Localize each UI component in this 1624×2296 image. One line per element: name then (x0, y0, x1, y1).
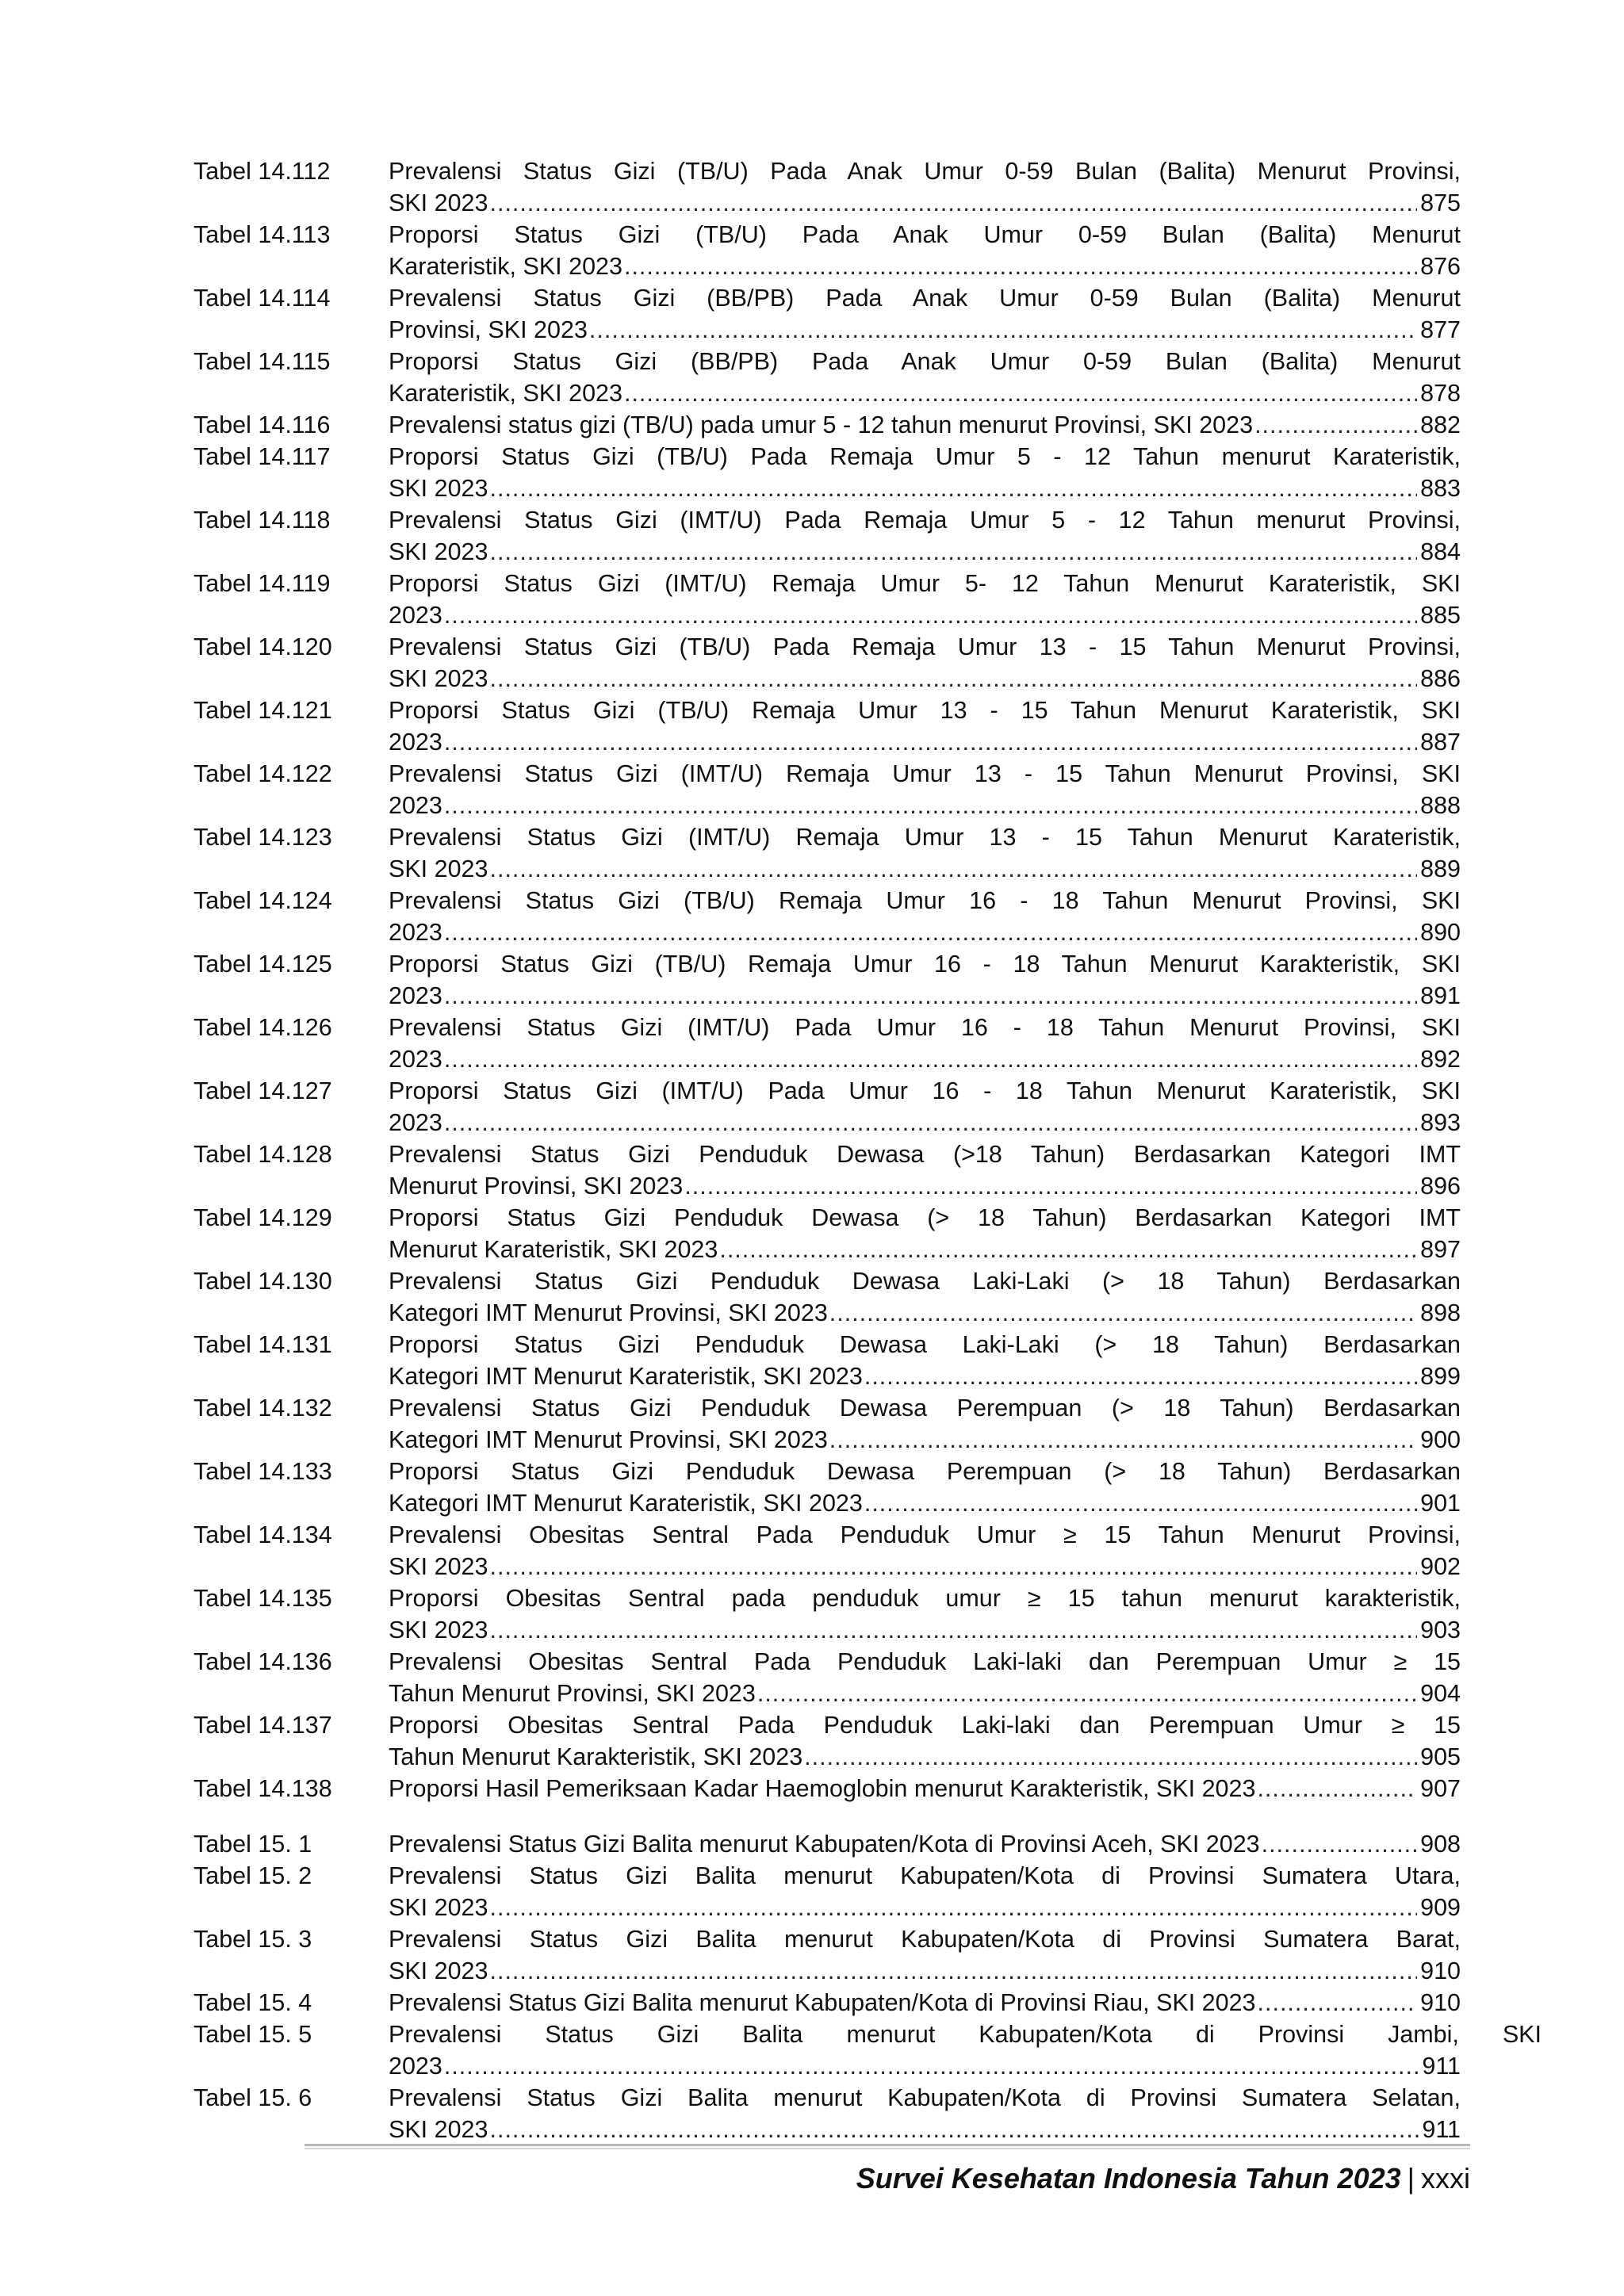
toc-entry-title-end: Kategori IMT Menurut Provinsi, SKI 2023 (389, 1426, 828, 1453)
toc-entry-title-line: Prevalensi Status Gizi (TB/U) Remaja Umur 16 - 18 Tahun Menurut Provinsi, SKI (389, 887, 1461, 914)
toc-entry[interactable] (193, 1202, 1461, 1265)
toc-entry-leader-line (389, 2114, 1461, 2145)
toc-entry-leader-line (389, 1773, 1461, 1804)
toc-entry-title-end: 2023 (389, 2053, 442, 2080)
toc-entry-label: Tabel 14.118 (193, 507, 331, 534)
dot-leader (444, 726, 1417, 758)
toc-entry-leader-line (389, 916, 1461, 948)
toc-entry-title-line: Proporsi Status Gizi (TB/U) Pada Remaja Umur 5 - 12 Tahun menurut Karateristik, (389, 443, 1461, 470)
footer-separator: | (1407, 2162, 1415, 2195)
toc-entry[interactable] (193, 1519, 1461, 1582)
toc-entry-page-number: 890 (1420, 919, 1461, 946)
toc-entry[interactable] (193, 282, 1461, 346)
toc-entry-title-line: Proporsi Status Gizi Penduduk Dewasa Perempuan (> 18 Tahun) Berdasarkan (389, 1458, 1461, 1485)
toc-entry-body (389, 1202, 1461, 1265)
dot-leader (829, 1297, 1417, 1329)
toc-entry-page-number: 903 (1420, 1617, 1461, 1644)
toc-entry-label: Tabel 14.131 (193, 1331, 332, 1358)
toc-entry-label: Tabel 14.120 (193, 633, 332, 660)
toc-entry-title-end: Provinsi, SKI 2023 (389, 316, 588, 343)
dot-leader (829, 1424, 1417, 1456)
toc-entry-leader-line (389, 409, 1461, 441)
toc-entry-title-end: Kategori IMT Menurut Provinsi, SKI 2023 (389, 1299, 828, 1326)
toc-entry[interactable] (193, 409, 1461, 441)
toc-entry-label: Tabel 15. 3 (193, 1926, 312, 1953)
toc-entry[interactable] (193, 1392, 1461, 1456)
toc-entry-leader-line (389, 1828, 1461, 1860)
toc-entry-body (389, 1987, 1461, 2019)
toc-entry-leader-line (389, 1987, 1461, 2019)
toc-entry-label: Tabel 14.116 (193, 411, 331, 438)
toc-entry-label: Tabel 14.112 (193, 158, 331, 185)
dot-leader (490, 536, 1418, 568)
toc-entry-leader-line (389, 663, 1461, 695)
toc-entry-leader-line (389, 1741, 1461, 1773)
toc-entry-label: Tabel 14.123 (193, 824, 332, 851)
toc-entry-label: Tabel 14.136 (193, 1648, 332, 1675)
toc-entry-page-number: 909 (1420, 1894, 1461, 1921)
toc-entry-title-end: Tahun Menurut Provinsi, SKI 2023 (389, 1680, 756, 1707)
toc-entry-body (389, 1392, 1461, 1456)
toc-entry-page-number: 897 (1420, 1236, 1461, 1263)
dot-leader (864, 1360, 1417, 1392)
toc-entry-label: Tabel 15. 5 (193, 2021, 312, 2048)
toc-entry-body (389, 758, 1461, 821)
toc-entry[interactable] (193, 1646, 1461, 1709)
toc-entry-title-end: 2023 (389, 602, 442, 629)
toc-entry-body (389, 1519, 1461, 1582)
toc-entry-title-line: Prevalensi Status Gizi (IMT/U) Remaja Umur 13 - 15 Tahun Menurut Provinsi, SKI (389, 760, 1461, 787)
dot-leader (804, 1741, 1417, 1773)
toc-entry-leader-line (389, 790, 1461, 821)
toc-entry-page-number: 908 (1420, 1831, 1461, 1858)
dot-leader (444, 2050, 1419, 2082)
toc-entry-title-line: Prevalensi Status Gizi Balita menurut Kabupaten/Kota di Provinsi Sumatera Utara, (389, 1862, 1461, 1889)
toc-entry-label: Tabel 15. 1 (193, 1831, 312, 1858)
toc-entry-title-end: Tahun Menurut Karakteristik, SKI 2023 (389, 1743, 803, 1770)
toc-entry[interactable] (193, 1582, 1461, 1646)
toc-entry-leader-line (389, 1614, 1461, 1646)
toc-entry-title-line: Proporsi Status Gizi Penduduk Dewasa Laki-Laki (> 18 Tahun) Berdasarkan (389, 1331, 1461, 1358)
toc-entry-page-number: 892 (1420, 1046, 1461, 1073)
toc-entry-leader-line (389, 599, 1461, 631)
toc-entry-page-number: 886 (1420, 665, 1461, 692)
toc-entry-title-line: Prevalensi Status Gizi (BB/PB) Pada Anak Umur 0-59 Bulan (Balita) Menurut (389, 285, 1461, 312)
toc-entry-body (389, 2019, 1542, 2082)
toc-entry[interactable] (193, 346, 1461, 409)
toc-entry-title-end: SKI 2023 (389, 1957, 488, 1984)
footer (856, 2162, 1470, 2195)
toc-entry-title-line: Prevalensi Status Gizi Balita menurut Kabupaten/Kota di Provinsi Sumatera Barat, (389, 1926, 1461, 1953)
toc-entry-title-line: Proporsi Obesitas Sentral Pada Penduduk Laki-laki dan Perempuan Umur ≥ 15 (389, 1712, 1461, 1739)
toc-entry-label: Tabel 14.138 (193, 1775, 332, 1802)
toc-entry-title-line: Prevalensi Status Gizi Balita menurut Kabupaten/Kota di Provinsi Jambi, SKI (389, 2021, 1542, 2048)
toc-entry-title-end: Prevalensi Status Gizi Balita menurut Kabupaten/Kota di Provinsi Aceh, SKI 2023 (389, 1831, 1260, 1858)
toc-entry-body (389, 1329, 1461, 1392)
toc-entry-label: Tabel 14.134 (193, 1521, 332, 1548)
toc-entry-leader-line (389, 1551, 1461, 1582)
toc-entry[interactable] (193, 155, 1461, 219)
toc-entry-label: Tabel 14.113 (193, 221, 331, 248)
toc-entry[interactable] (193, 1828, 1461, 1860)
toc-entry-label: Tabel 14.137 (193, 1712, 332, 1739)
toc-entry-label: Tabel 14.129 (193, 1204, 332, 1231)
toc-entry-label: Tabel 14.133 (193, 1458, 332, 1485)
toc-entry-title-end: Kategori IMT Menurut Karateristik, SKI 2023 (389, 1490, 863, 1517)
toc-entry-title-end: SKI 2023 (389, 475, 488, 502)
toc-entry-title-line: Prevalensi Status Gizi Balita menurut Kabupaten/Kota di Provinsi Sumatera Selatan, (389, 2084, 1461, 2111)
toc-entry[interactable] (193, 821, 1461, 885)
toc-entry[interactable] (193, 2019, 1542, 2082)
toc-entry[interactable] (193, 1138, 1461, 1202)
toc-entry-page-number: 905 (1420, 1743, 1461, 1770)
toc-entry-body (389, 948, 1461, 1012)
toc-entry-page-number: 887 (1420, 729, 1461, 756)
toc-entry-page-number: 911 (1422, 2116, 1461, 2143)
dot-leader (444, 1107, 1417, 1138)
toc-entry-label: Tabel 14.125 (193, 951, 332, 978)
toc-entry-leader-line (389, 853, 1461, 885)
dot-leader (490, 663, 1418, 695)
toc-entry[interactable] (193, 1456, 1461, 1519)
dot-leader (1258, 1987, 1418, 2019)
toc-entry-leader-line (389, 314, 1461, 346)
toc-entry-title-end: SKI 2023 (389, 538, 488, 565)
toc-entry-body (389, 1582, 1461, 1646)
dot-leader (490, 187, 1418, 219)
toc-entry-leader-line (389, 473, 1461, 504)
toc-entry-label: Tabel 14.122 (193, 760, 332, 787)
toc-entry-body (389, 1646, 1461, 1709)
toc-entry[interactable] (193, 219, 1461, 282)
toc-entry-page-number: 911 (1422, 2053, 1461, 2080)
dot-leader (1254, 409, 1417, 441)
toc-entry-title-end: Prevalensi status gizi (TB/U) pada umur 5 - 12 tahun menurut Provinsi, SKI 2023 (389, 411, 1254, 438)
toc-entry-page-number: 898 (1420, 1299, 1461, 1326)
toc-entry-body (389, 1075, 1461, 1138)
toc-entry-title-line: Proporsi Status Gizi (TB/U) Remaja Umur 13 - 15 Tahun Menurut Karateristik, SKI (389, 697, 1461, 724)
toc-entry[interactable] (193, 1860, 1461, 1923)
dot-leader (589, 314, 1417, 346)
toc-entry-page-number: 893 (1420, 1109, 1461, 1136)
toc-entry-label: Tabel 14.124 (193, 887, 332, 914)
footer-page-number: xxxi (1421, 2162, 1470, 2195)
toc-entry-leader-line (389, 1043, 1461, 1075)
toc-entry-label: Tabel 14.117 (193, 443, 331, 470)
toc-entry-label: Tabel 14.132 (193, 1395, 332, 1422)
toc-entry-title-end: SKI 2023 (389, 855, 488, 882)
toc-entry-title-line: Prevalensi Status Gizi Penduduk Dewasa (>18 Tahun) Berdasarkan Kategori IMT (389, 1141, 1461, 1168)
toc-entry-page-number: 910 (1420, 1957, 1461, 1984)
toc-entry-label: Tabel 14.119 (193, 570, 331, 597)
toc-entry-title-end: SKI 2023 (389, 665, 488, 692)
toc-entry-title-line: Prevalensi Status Gizi (IMT/U) Pada Remaja Umur 5 - 12 Tahun menurut Provinsi, (389, 507, 1461, 534)
toc-entry-page-number: 889 (1420, 855, 1461, 882)
toc-entry-body (389, 1923, 1461, 1987)
toc-entry-title-end: SKI 2023 (389, 1617, 488, 1644)
toc-entry-title-line: Proporsi Status Gizi (TB/U) Pada Anak Umur 0-59 Bulan (Balita) Menurut (389, 221, 1461, 248)
toc-entry-label: Tabel 14.121 (193, 697, 332, 724)
toc-entry-title-end: Proporsi Hasil Pemeriksaan Kadar Haemoglobin menurut Karakteristik, SKI 2023 (389, 1775, 1256, 1802)
dot-leader (490, 1614, 1418, 1646)
toc-entry-title-line: Proporsi Status Gizi (IMT/U) Pada Umur 16 - 18 Tahun Menurut Karateristik, SKI (389, 1077, 1461, 1104)
dot-leader (757, 1678, 1417, 1709)
dot-leader (490, 853, 1418, 885)
toc-entry[interactable] (193, 2082, 1461, 2145)
toc-entry-leader-line (389, 1955, 1461, 1987)
toc-entry-leader-line (389, 726, 1461, 758)
toc-entry[interactable] (193, 758, 1461, 821)
toc-entry-leader-line (389, 980, 1461, 1012)
toc-entry-title-end: SKI 2023 (389, 189, 488, 216)
toc-entry-page-number: 888 (1420, 792, 1461, 819)
toc-entry-label: Tabel 15. 2 (193, 1862, 312, 1889)
toc-entry-title-line: Proporsi Status Gizi (TB/U) Remaja Umur 16 - 18 Tahun Menurut Karakteristik, SKI (389, 951, 1461, 978)
toc-entry-title-end: 2023 (389, 919, 442, 946)
dot-leader (444, 599, 1417, 631)
dot-leader (490, 1551, 1418, 1582)
toc-entry-body (389, 1773, 1461, 1804)
toc-entry-page-number: 904 (1420, 1680, 1461, 1707)
dot-leader (490, 473, 1418, 504)
toc-entry-title-end: 2023 (389, 792, 442, 819)
toc-entry-body (389, 568, 1461, 631)
toc-entry-body (389, 821, 1461, 885)
toc-entry-page-number: 885 (1420, 602, 1461, 629)
toc-entry-label: Tabel 15. 6 (193, 2084, 312, 2111)
toc-entry-title-end: Karateristik, SKI 2023 (389, 253, 622, 280)
toc-entry-title-end: SKI 2023 (389, 2116, 488, 2143)
toc-entry-body (389, 631, 1461, 695)
dot-leader (490, 1955, 1418, 1987)
dot-leader (684, 1170, 1417, 1202)
toc-entry[interactable] (193, 948, 1461, 1012)
dot-leader (444, 1043, 1417, 1075)
toc-entry-title-line: Prevalensi Status Gizi (IMT/U) Remaja Umur 13 - 15 Tahun Menurut Karateristik, (389, 824, 1461, 851)
toc-entry-page-number: 878 (1420, 380, 1461, 407)
toc-entry-label: Tabel 14.127 (193, 1077, 332, 1104)
toc-entry-body (389, 155, 1461, 219)
toc-entry-body (389, 695, 1461, 758)
toc-entry[interactable] (193, 441, 1461, 504)
toc-entry-title-line: Prevalensi Status Gizi (TB/U) Pada Remaja Umur 13 - 15 Tahun Menurut Provinsi, (389, 633, 1461, 660)
toc-entry[interactable] (193, 885, 1461, 948)
toc-entry-leader-line (389, 1297, 1461, 1329)
toc-entry-leader-line (389, 1360, 1461, 1392)
footer-rule (304, 2144, 1470, 2149)
dot-leader (719, 1234, 1417, 1265)
toc-entry-page-number: 883 (1420, 475, 1461, 502)
toc-entry-leader-line (389, 1234, 1461, 1265)
toc-entry-page-number: 884 (1420, 538, 1461, 565)
toc-entry-title-line: Prevalensi Status Gizi Penduduk Dewasa Perempuan (> 18 Tahun) Berdasarkan (389, 1395, 1461, 1422)
toc-entry-body (389, 1860, 1461, 1923)
toc-entry[interactable] (193, 1709, 1461, 1773)
toc-entry-body (389, 441, 1461, 504)
dot-leader (444, 916, 1417, 948)
dot-leader (1257, 1773, 1417, 1804)
toc-entry-body (389, 219, 1461, 282)
toc-entry-body (389, 1265, 1461, 1329)
toc-entry-label: Tabel 15. 4 (193, 1989, 312, 2016)
dot-leader (624, 377, 1417, 409)
dot-leader (490, 1892, 1418, 1923)
toc-entry-label: Tabel 14.114 (193, 285, 331, 312)
toc-entry-label: Tabel 14.128 (193, 1141, 332, 1168)
toc-entry-page-number: 899 (1420, 1363, 1461, 1390)
toc-entry-title-line: Prevalensi Obesitas Sentral Pada Penduduk Umur ≥ 15 Tahun Menurut Provinsi, (389, 1521, 1461, 1548)
dot-leader (490, 2114, 1419, 2145)
toc-entry-label: Tabel 14.130 (193, 1268, 332, 1295)
toc-entry-title-line: Proporsi Status Gizi (BB/PB) Pada Anak Umur 0-59 Bulan (Balita) Menurut (389, 348, 1461, 375)
toc-entry-body (389, 1709, 1461, 1773)
toc-entry-body (389, 282, 1461, 346)
toc-entry[interactable] (193, 504, 1461, 568)
toc-entry-page-number: 910 (1420, 1989, 1461, 2016)
toc-entry-title-end: Kategori IMT Menurut Karateristik, SKI 2023 (389, 1363, 863, 1390)
toc-entry-page-number: 896 (1420, 1173, 1461, 1200)
toc-entry-leader-line (389, 187, 1461, 219)
toc-entry-title-line: Prevalensi Status Gizi Penduduk Dewasa Laki-Laki (> 18 Tahun) Berdasarkan (389, 1268, 1461, 1295)
toc-entry-title-end: 2023 (389, 1046, 442, 1073)
toc-entry-title-end: 2023 (389, 982, 442, 1009)
toc-entry-label: Tabel 14.126 (193, 1014, 332, 1041)
toc-entry-title-end: 2023 (389, 1109, 442, 1136)
toc-entry-label: Tabel 14.115 (193, 348, 331, 375)
toc-entry[interactable] (193, 1987, 1461, 2019)
toc-entry-body (389, 409, 1461, 441)
toc-entry-body (389, 1012, 1461, 1075)
toc-entry-leader-line (389, 377, 1461, 409)
toc-entry-body (389, 1828, 1461, 1860)
toc-entry-body (389, 1456, 1461, 1519)
toc-entry-title-line: Proporsi Status Gizi Penduduk Dewasa (> 18 Tahun) Berdasarkan Kategori IMT (389, 1204, 1461, 1231)
toc-entry-leader-line (389, 1678, 1461, 1709)
toc-entry-title-line: Prevalensi Obesitas Sentral Pada Penduduk Laki-laki dan Perempuan Umur ≥ 15 (389, 1648, 1461, 1675)
toc-entry-leader-line (389, 1424, 1461, 1456)
toc-entry-title-end: Menurut Provinsi, SKI 2023 (389, 1173, 684, 1200)
toc-entry[interactable] (193, 1923, 1461, 1987)
toc-entry-title-line: Proporsi Obesitas Sentral pada penduduk umur ≥ 15 tahun menurut karakteristik, (389, 1585, 1461, 1612)
toc-entry-leader-line (389, 536, 1461, 568)
toc-entry-leader-line (389, 1107, 1461, 1138)
toc-entry-body (389, 504, 1461, 568)
toc-entry[interactable] (193, 695, 1461, 758)
toc-entry-title-end: 2023 (389, 729, 442, 756)
toc-entry-title-end: Prevalensi Status Gizi Balita menurut Kabupaten/Kota di Provinsi Riau, SKI 2023 (389, 1989, 1256, 2016)
toc-entry[interactable] (193, 1075, 1461, 1138)
toc-entry-title-line: Prevalensi Status Gizi (TB/U) Pada Anak Umur 0-59 Bulan (Balita) Menurut Provinsi, (389, 158, 1461, 185)
toc-entry-page-number: 900 (1420, 1426, 1461, 1453)
dot-leader (444, 980, 1417, 1012)
toc-entry[interactable] (193, 1012, 1461, 1075)
toc-entry-title-end: SKI 2023 (389, 1553, 488, 1580)
toc-entry-page-number: 901 (1420, 1490, 1461, 1517)
toc-entry[interactable] (193, 1265, 1461, 1329)
toc-entry-body (389, 346, 1461, 409)
toc-entry-page-number: 907 (1420, 1775, 1461, 1802)
toc-entry-leader-line (389, 1892, 1461, 1923)
toc-entry-title-line: Prevalensi Status Gizi (IMT/U) Pada Umur 16 - 18 Tahun Menurut Provinsi, SKI (389, 1014, 1461, 1041)
toc-entry-body (389, 2082, 1461, 2145)
toc-entry-leader-line (389, 1487, 1461, 1519)
toc-entry-page-number: 877 (1420, 316, 1461, 343)
dot-leader (624, 251, 1417, 282)
toc-entry-page-number: 902 (1420, 1553, 1461, 1580)
toc-entry-page-number: 891 (1420, 982, 1461, 1009)
toc-entry-leader-line (389, 251, 1461, 282)
dot-leader (444, 790, 1417, 821)
toc-entry-page-number: 882 (1420, 411, 1461, 438)
toc-entry-body (389, 1138, 1461, 1202)
table-of-contents (193, 155, 1542, 2145)
toc-entry-title-end: SKI 2023 (389, 1894, 488, 1921)
toc-entry-label: Tabel 14.135 (193, 1585, 332, 1612)
toc-entry-page-number: 875 (1420, 189, 1461, 216)
toc-entry[interactable] (193, 631, 1461, 695)
toc-entry-page-number: 876 (1420, 253, 1461, 280)
dot-leader (864, 1487, 1417, 1519)
footer-title: Survei Kesehatan Indonesia Tahun 2023 (856, 2162, 1401, 2195)
toc-entry-title-line: Proporsi Status Gizi (IMT/U) Remaja Umur 5- 12 Tahun Menurut Karateristik, SKI (389, 570, 1461, 597)
toc-entry[interactable] (193, 568, 1461, 631)
toc-entry[interactable] (193, 1329, 1461, 1392)
dot-leader (1262, 1828, 1417, 1860)
toc-entry[interactable] (193, 1773, 1461, 1804)
toc-entry-leader-line (389, 1170, 1461, 1202)
toc-entry-body (389, 885, 1461, 948)
toc-entry-leader-line (389, 2050, 1461, 2082)
toc-entry-title-end: Karateristik, SKI 2023 (389, 380, 622, 407)
toc-entry-title-end: Menurut Karateristik, SKI 2023 (389, 1236, 718, 1263)
